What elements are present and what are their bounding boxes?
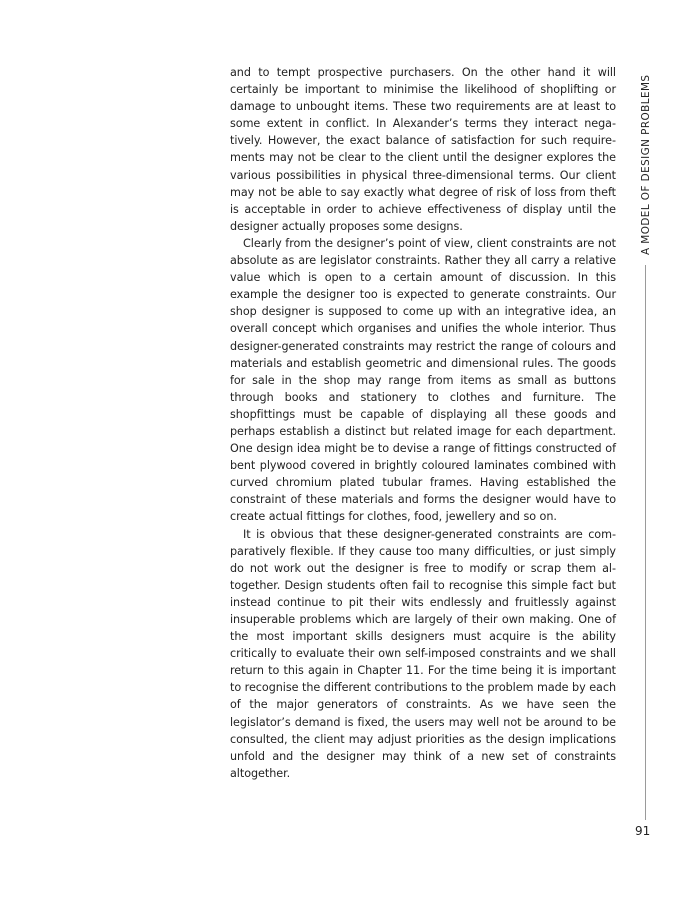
paragraph-1: and to tempt prospective purchasers. On the other hand it will certainly be important to minimise the likelihood of shoplifting or damage to unbought items. These two requirements are at least to some extent in conflict. In Alexander’s terms they interact negatively. However, the exact balance of satisfaction for such requirements may not be clear to the client until the designer explores the various possibilities in physical three-dimensional terms. Our client may not be able to say exactly what degree of risk of loss from theft is acceptable in order to achieve effectiveness of display until the designer actually proposes some designs. (230, 66, 616, 233)
body-text (230, 64, 616, 782)
page-number: 91 (635, 824, 651, 838)
paragraph-3: It is obvious that these designer-generated constraints are comparatively flexible. If they cause too many difficulties, or just simply do not work out the designer is free to modify or scrap them altogether. Design students often fail to recognise this simple fact but instead continue to pit their wits endlessly and fruitlessly against insuperable problems which are largely of their own making. One of the most important skills designers must acquire is the ability critically to evaluate their own self-imposed constraints and we shall return to this again in Chapter 11. For the time being it is important to recognise the different contributions to the problem made by each of the major generators of constraints. As we have seen the legislator’s demand is fixed, the users may well not be around to be consulted, the client may adjust priorities as the design implications unfold and the designer may think of a new set of constraints altogether. (230, 527, 616, 780)
running-head: A MODEL OF DESIGN PROBLEMS (640, 74, 652, 255)
paragraph-2: Clearly from the designer’s point of view, client constraints are not absolute as are legislator constraints. Rather they all carry a relative value which is open to a certain amount of discussion. In this example the designer too is expected to generate constraints. Our shop designer is supposed to come up with an integrative idea, an overall concept which organises and unifies the whole interior. Thus designer-generated constraints may restrict the range of colours and materials and establish geometric and dimensional rules. The goods for sale in the shop may range from items as small as buttons through books and stationery to clothes and furniture. The shopfittings must be capable of displaying all these goods and perhaps establish a distinct but related image for each department. One design idea might be to devise a range of fittings constructed of bent plywood covered in brightly coloured laminates combined with curved chromium plated tubular frames. Having established the constraint of these materials and forms the designer would have to create actual fittings for clothes, food, jewellery and so on. (230, 236, 616, 524)
side-rule (645, 265, 646, 820)
